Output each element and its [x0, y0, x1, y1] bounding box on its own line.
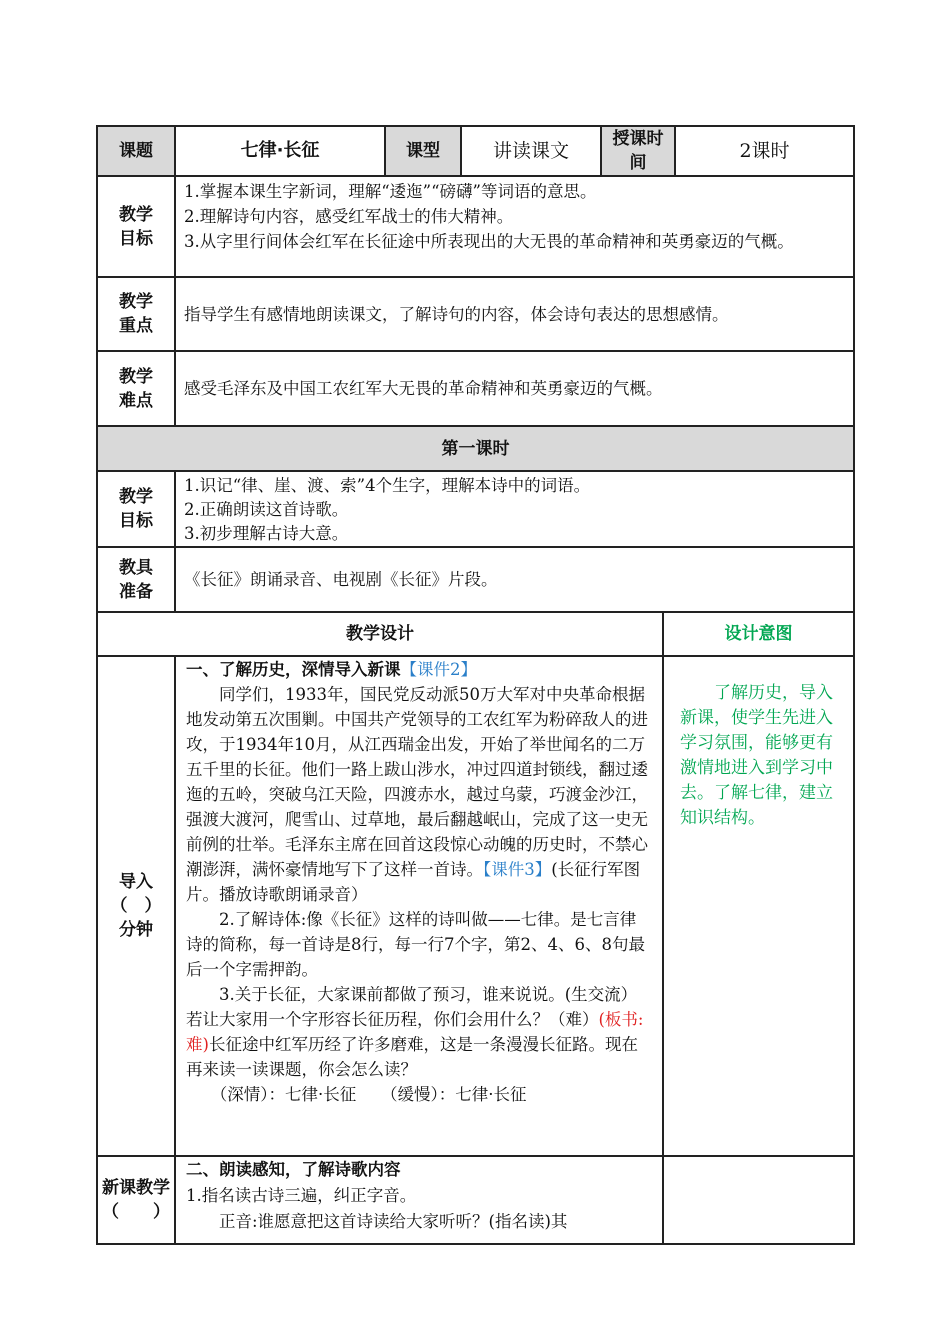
discussion-paragraph: 3.关于长征，大家课前都做了预习，谁来说说。(生交流）若让大家用一个字形容长征历程，你们会用什么？（难） — [186, 985, 638, 1029]
lesson1-goal-item: 2.正确朗读这首诗歌。 — [184, 500, 349, 519]
lesson1-title: 第一课时 — [96, 425, 855, 472]
intro-paragraph: 同学们，1933年，国民党反动派50万大军对中央革命根据地发动第五次围剿。中国共产党领导的工农红军为粉碎敌人的进攻，于1934年10月，从江西瑞金出发，开始了举世闻名的二万五千里的长征。他们一路上跋山涉水，冲过四道封锁线，翻过逶迤的五岭，突破乌江天险，四渡赤水，越过乌蒙，巧渡金沙江，强渡大渡河，爬雪山、过草地，最后翻越岷山，完成了这一史无前例的壮举。毛泽东主席在回首这段惊心动魄的历史时，不禁心潮澎湃，满怀豪情地写下了这样一首诗。 — [186, 685, 648, 879]
difficulties-label: 教学难点 — [96, 350, 176, 427]
type-label: 课型 — [384, 125, 462, 177]
design-label: 教学设计 — [96, 611, 664, 657]
periods-value: 2课时 — [674, 125, 855, 177]
goal-item: 1.掌握本课生字新词，理解“逶迤”“磅礴”等词语的意思。 — [184, 182, 597, 201]
prep-label: 教具准备 — [96, 546, 176, 613]
reading-styles: （深情）：七律·长征 （缓慢）：七律·长征 — [210, 1085, 527, 1104]
intro-intent: 了解历史，导入新课，使学生先进入学习氛围，能够更有激情地进入到学习中去。了解七律，建立知识结构。 — [662, 655, 855, 1157]
poetry-form-paragraph: 2.了解诗体:像《长征》这样的诗叫做——七律。是七言律诗的简称，每一首诗是8行，每一行7个字，第2、4、6、8句最后一个字需押韵。 — [186, 910, 645, 979]
newlesson-intent — [662, 1155, 855, 1245]
courseware-link[interactable]: 【课件3】 — [483, 860, 552, 879]
type-value: 讲读课文 — [460, 125, 602, 177]
lesson1-goals-label: 教学目标 — [96, 470, 176, 548]
topic-label: 课题 — [96, 125, 176, 177]
intro-content — [174, 655, 664, 1157]
intro-heading: 一、了解历史，深情导入新课 — [186, 660, 401, 679]
goal-item: 2.理解诗句内容，感受红军战士的伟大精神。 — [184, 207, 514, 226]
prep-text: 《长征》朗诵录音、电视剧《长征》片段。 — [174, 546, 855, 613]
goal-item: 3.从字里行间体会红军在长征途中所表现出的大无畏的革命精神和英勇豪迈的气概。 — [184, 232, 794, 251]
newlesson-item: 1.指名读古诗三遍，纠正字音。 — [186, 1186, 417, 1205]
key-points-label: 教学重点 — [96, 276, 176, 352]
difficulties-text: 感受毛泽东及中国工农红军大无畏的革命精神和英勇豪迈的气概。 — [174, 350, 855, 427]
lesson1-goal-item: 3.初步理解古诗大意。 — [184, 524, 349, 543]
intro-phase-label: 导入（ ）分钟 — [96, 655, 176, 1157]
newlesson-item: 正音:谁愿意把这首诗读给大家听听？(指名读)其 — [219, 1212, 568, 1231]
newlesson-phase-label: 新课教学（ ） — [96, 1155, 176, 1245]
discussion-paragraph-tail: 长征途中红军历经了许多磨难，这是一条漫漫长征路。现在再来读一读课题，你会怎么读？ — [186, 1035, 638, 1079]
courseware-link[interactable]: 【课件2】 — [400, 660, 477, 679]
key-points-text: 指导学生有感情地朗读课文，了解诗句的内容，体会诗句表达的思想感情。 — [174, 276, 855, 352]
intro-paragraph-tail: (长征行军图片。播放诗歌朗诵录音） — [186, 860, 641, 904]
intent-label: 设计意图 — [662, 611, 855, 657]
lesson1-goals-list — [174, 470, 855, 548]
newlesson-content — [174, 1155, 664, 1245]
topic-value: 七律·长征 — [174, 125, 386, 177]
time-label: 授课时间 — [600, 125, 676, 177]
board-note: (板书:难) — [186, 1010, 644, 1054]
goals-list — [174, 175, 855, 278]
newlesson-heading: 二、朗读感知，了解诗歌内容 — [186, 1160, 401, 1179]
lesson1-goal-item: 1.识记“律、崖、渡、索”4个生字，理解本诗中的词语。 — [184, 476, 591, 495]
goals-label: 教学目标 — [96, 175, 176, 278]
